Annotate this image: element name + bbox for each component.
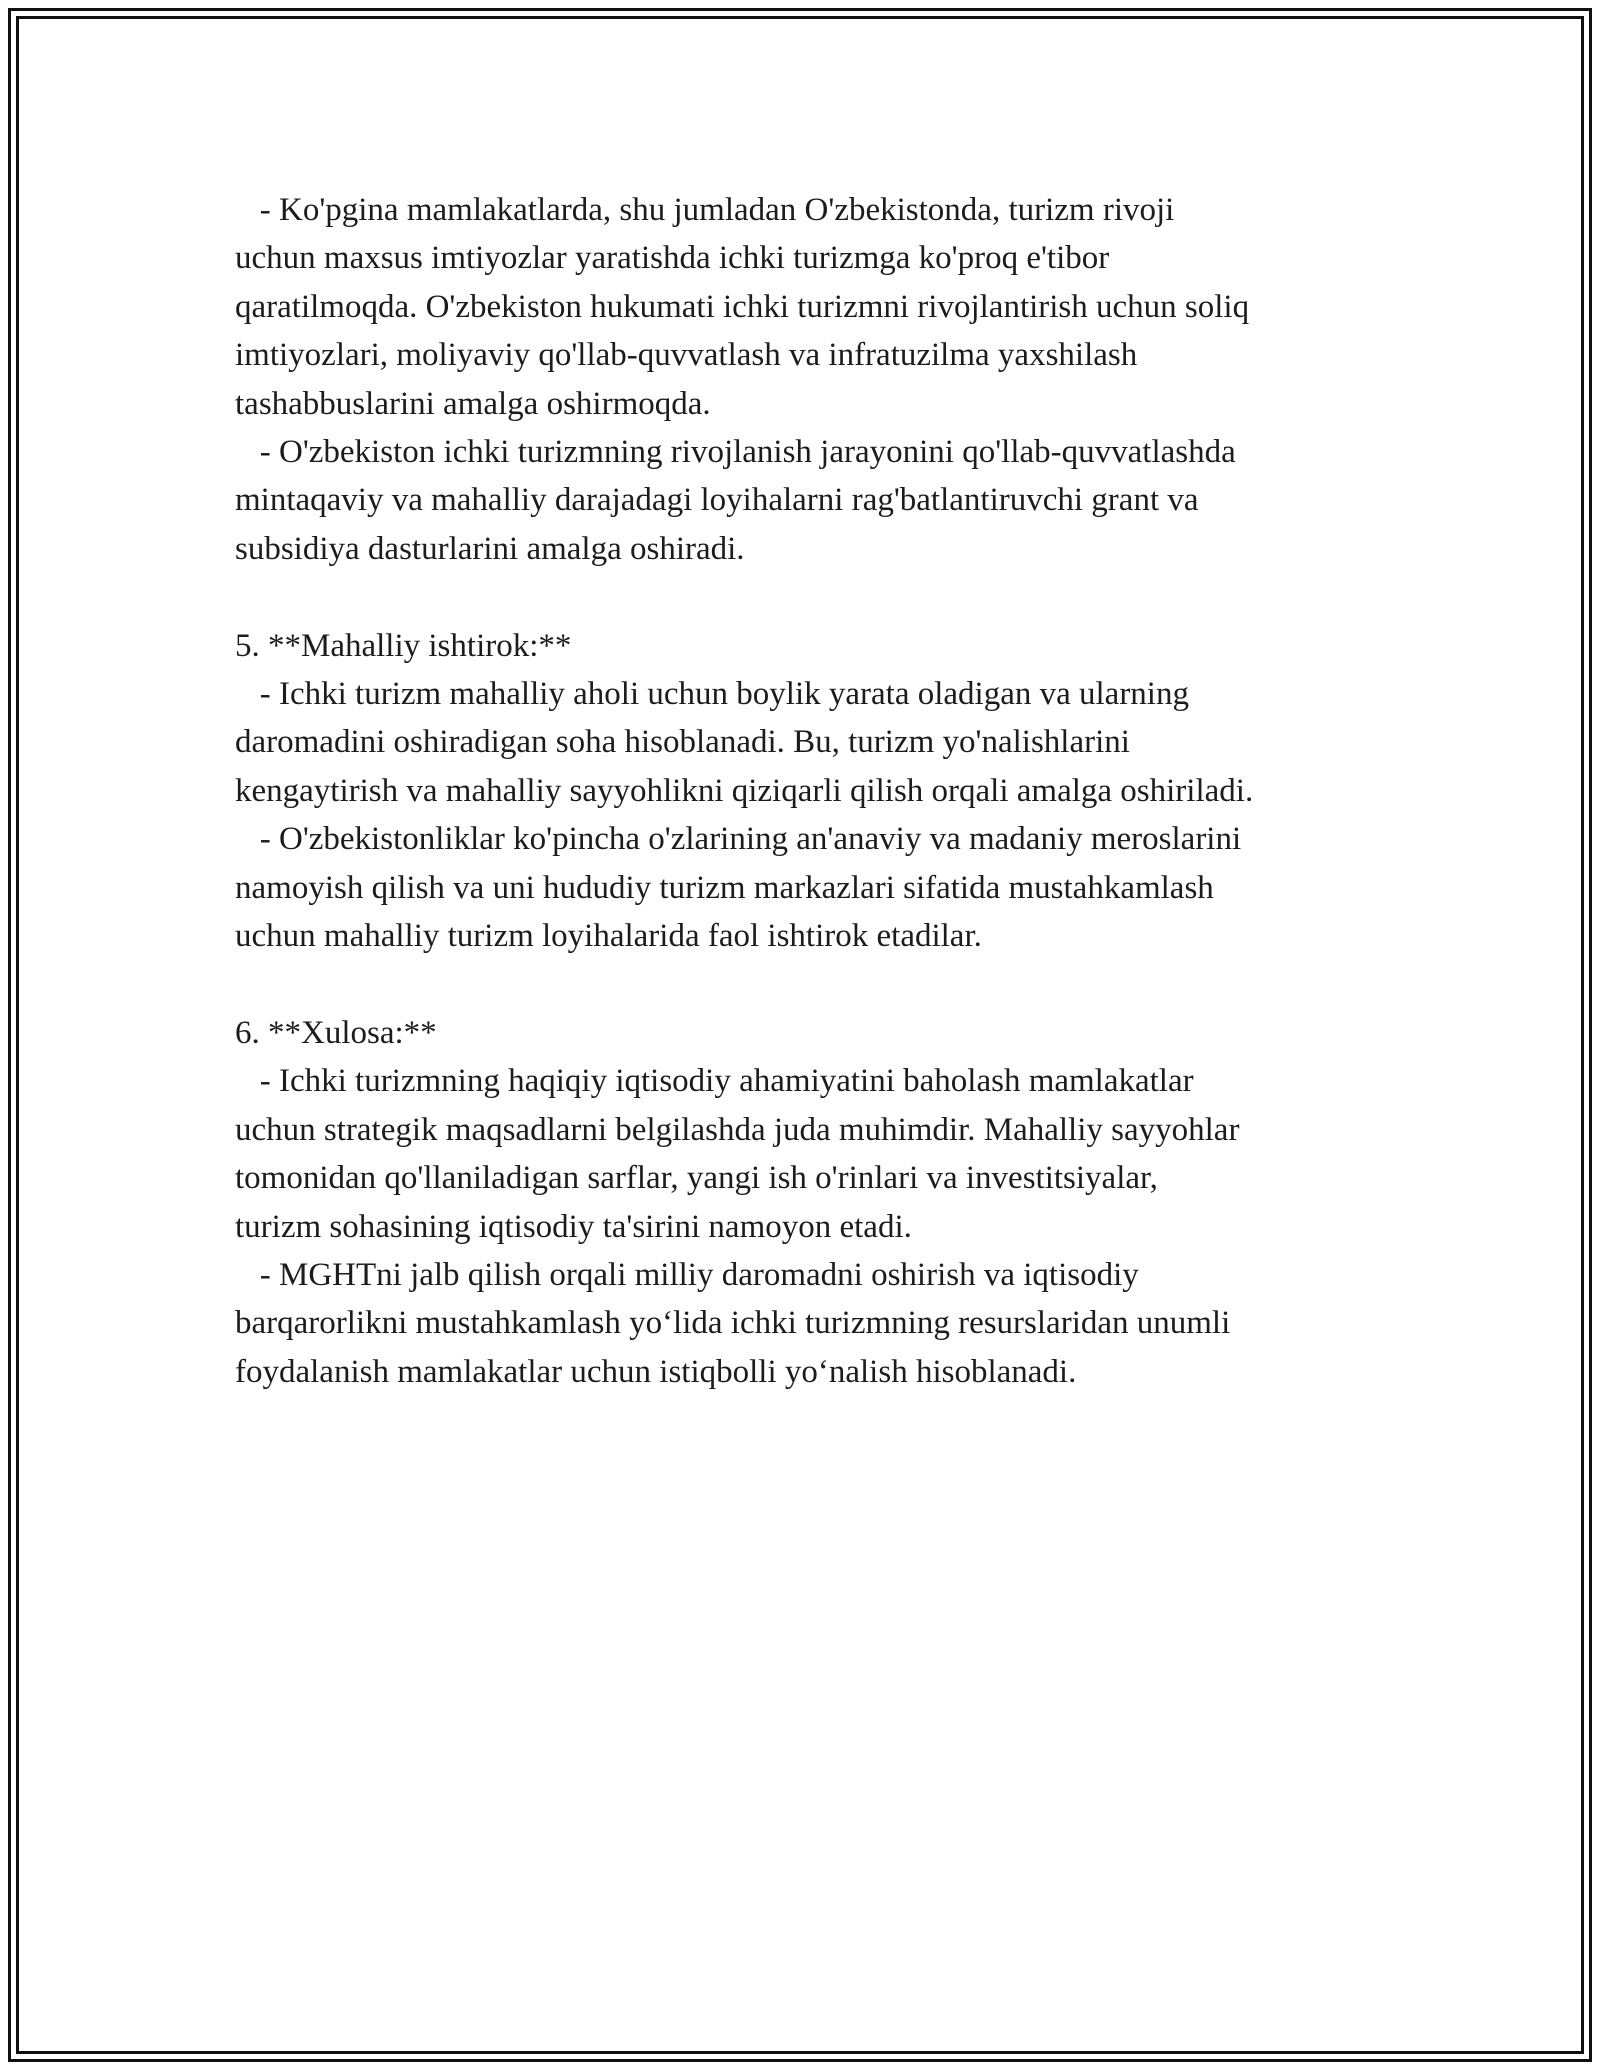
text-line: subsidiya dasturlarini amalga oshiradi. [235,530,745,567]
text-line: uchun strategik maqsadlarni belgilashda juda muhimdir. Mahalliy sayyohlar [235,1111,1240,1148]
text-line: - Ichki turizmning haqiqiy iqtisodiy ahamiyatini baholash mamlakatlar [235,1063,1194,1100]
text-line: kengaytirish va mahalliy sayyohlikni qiziqarli qilish orqali amalga oshiriladi. [235,772,1254,809]
document-body [235,186,1385,1396]
text-line: qaratilmoqda. O'zbekiston hukumati ichki turizmni rivojlantirish uchun soliq [235,288,1250,325]
text-line: barqarorlikni mustahkamlash yo‘lida ichki turizmning resurslaridan unumli [235,1305,1231,1342]
text-line: tomonidan qo'llaniladigan sarflar, yangi ish o'rinlari va investitsiyalar, [235,1160,1158,1197]
text-line: uchun maxsus imtiyozlar yaratishda ichki turizmga ko'proq e'tibor [235,240,1110,277]
text-line: tashabbuslarini amalga oshirmoqda. [235,385,711,422]
text-line: foydalanish mamlakatlar uchun istiqbolli yo‘nalish hisoblanadi. [235,1353,1077,1390]
section-heading: 6. **Xulosa:** [235,1014,437,1051]
text-line: mintaqaviy va mahalliy darajadagi loyihalarni rag'batlantiruvchi grant va [235,482,1199,519]
text-line: daromadini oshiradigan soha hisoblanadi. Bu, turizm yo'nalishlarini [235,724,1130,761]
text-line: - Ko'pgina mamlakatlarda, shu jumladan O'zbekistonda, turizm rivoji [235,192,1175,228]
text-line: imtiyozlari, moliyaviy qo'llab-quvvatlash va infratuzilma yaxshilash [235,337,1138,374]
section-heading: 5. **Mahalliy ishtirok:** [235,627,572,664]
section-6-xulosa [235,1009,1385,1396]
text-line: - O'zbekistonliklar ko'pincha o'zlarining an'anaviy va madaniy meroslarini [235,821,1242,858]
paragraph-spacer [235,573,1385,621]
paragraph-spacer [235,960,1385,1008]
text-line: uchun mahalliy turizm loyihalarida faol ishtirok etadilar. [235,918,982,955]
text-line: - O'zbekiston ichki turizmning rivojlanish jarayonini qo'llab-quvvatlashda [235,434,1236,471]
text-line: - Ichki turizm mahalliy aholi uchun boylik yarata oladigan va ularning [235,676,1189,713]
text-line: turizm sohasining iqtisodiy ta'sirini namoyon etadi. [235,1208,912,1245]
section-5-mahalliy-ishtirok [235,622,1385,961]
text-line: namoyish qilish va uni hududiy turizm markazlari sifatida mustahkamlash [235,869,1214,906]
text-line: - MGHTni jalb qilish orqali milliy daromadni oshirish va iqtisodiy [235,1256,1139,1293]
paragraph-block-1 [235,186,1385,573]
